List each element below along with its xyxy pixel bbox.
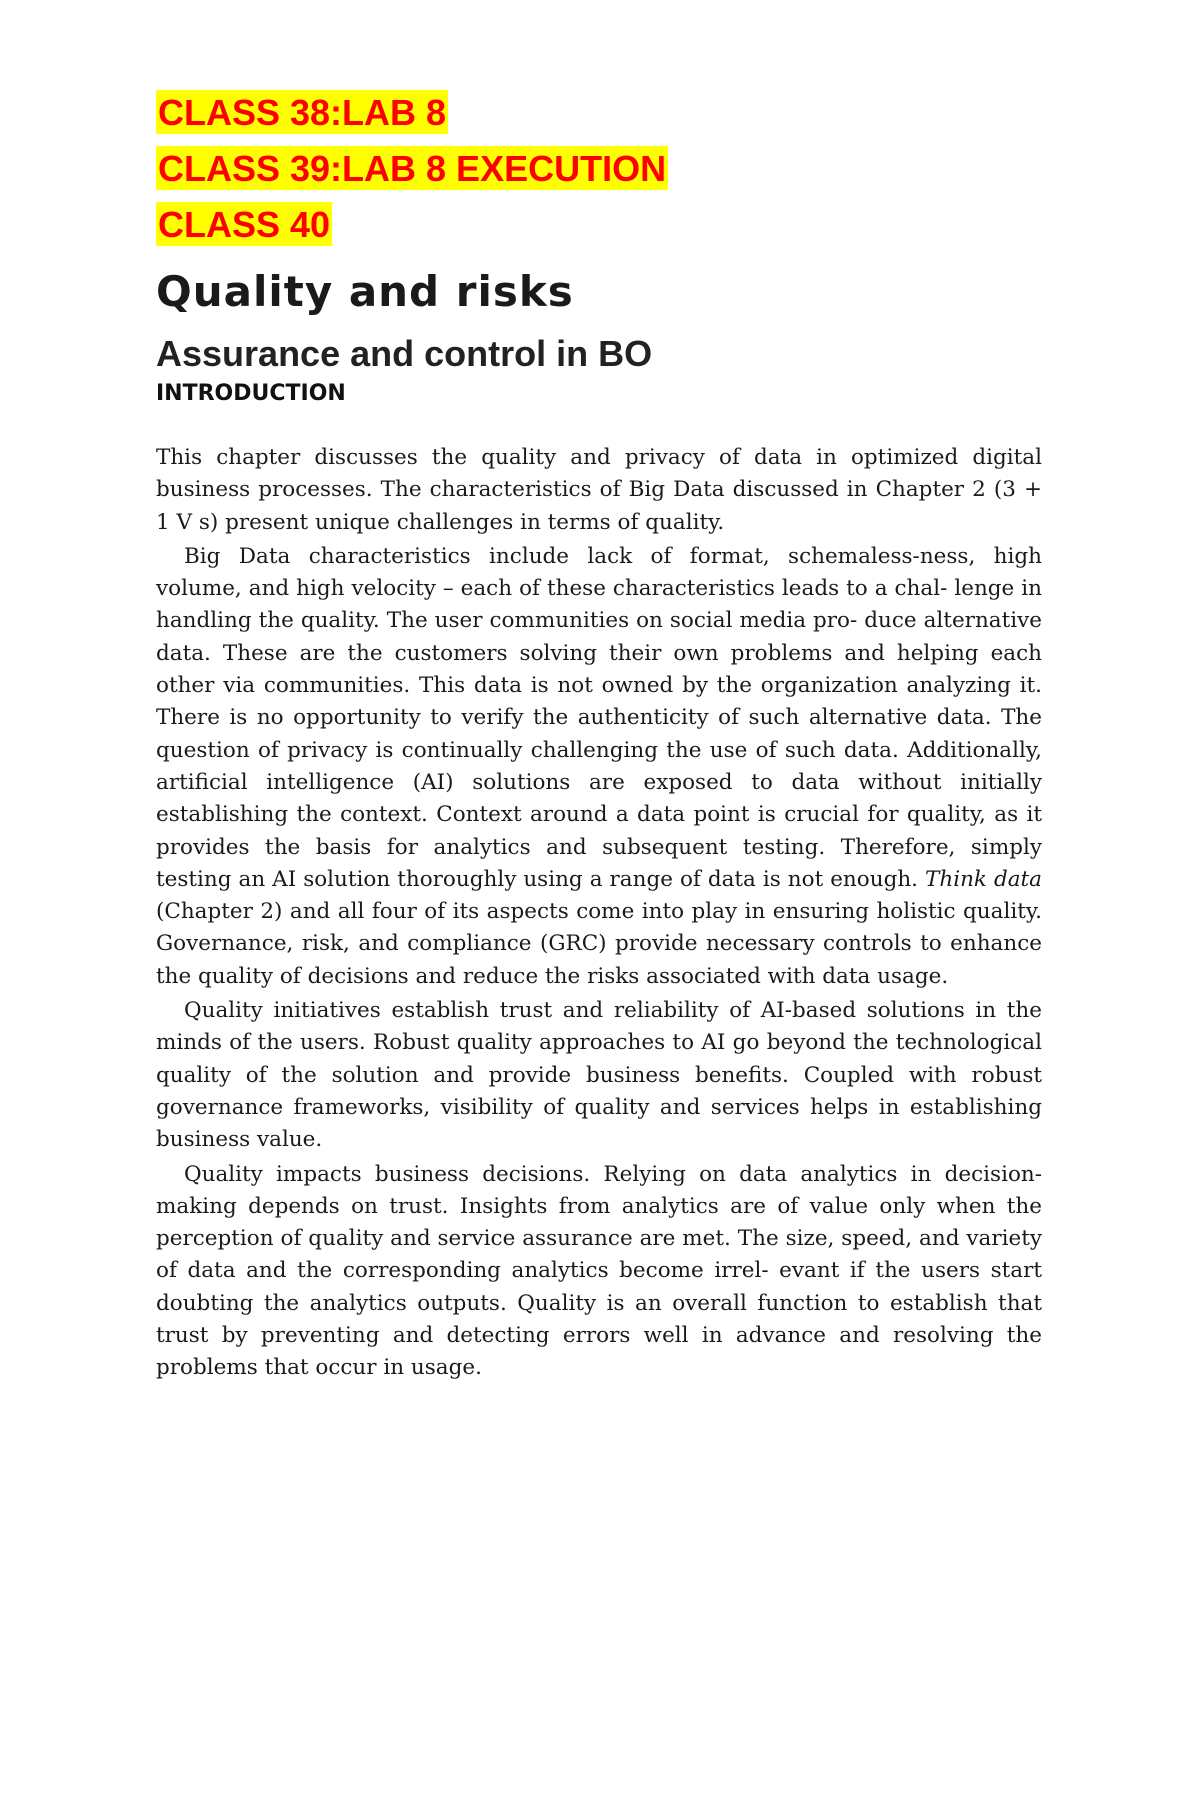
class-line-wrapper-3 bbox=[156, 202, 1042, 258]
paragraph-3: Quality initiatives establish trust and reliability of AI-based solutions in the minds of the users. Robust quality approaches to AI go beyond the technological quality of the solution and provide business benefits. Coupled with robust governance frameworks, visibility of quality and services helps in establishing business value. bbox=[156, 998, 1042, 1153]
class-39-label: CLASS 39:LAB 8 EXECUTION bbox=[158, 148, 667, 189]
paragraph-2 bbox=[156, 541, 1042, 993]
section-heading: INTRODUCTION bbox=[156, 381, 346, 406]
class-38-label: CLASS 38:LAB 8 bbox=[158, 92, 447, 133]
document-page bbox=[156, 90, 1042, 1385]
paragraph-2-part-2: (Chapter 2) and all four of its aspects come into play in ensuring holistic quality. Governance, risk, and compliance (GRC) provide necessary controls to enhance the quality of decisions and reduce the risks associated with data usage. bbox=[156, 899, 1042, 989]
class-line-wrapper-1 bbox=[156, 90, 1042, 146]
paragraph-2-part-1: Big Data characteristics include lack of format, schemaless-ness, high volume, and high velocity – each of these characteristics leads to a chal- lenge in handling the quality. The user communities on social media pro- duce alternative data. These are the customers solving their own problems and helping each other via communities. This data is not owned by the organization analyzing it. There is no opportunity to verify the authenticity of such alternative data. The question of privacy is continually challenging the use of such data. Additionally, artificial intelligence (AI) solutions are exposed to data without initially establishing the context. Context around a data point is crucial for quality, as it provides the basis for analytics and subsequent testing. Therefore, simply testing an AI solution thoroughly using a range of data is not enough. bbox=[156, 543, 1042, 892]
class-line-wrapper-2 bbox=[156, 146, 1042, 202]
paragraph-2-italic: Think data bbox=[925, 866, 1042, 892]
chapter-title: Quality and risks bbox=[156, 267, 574, 316]
class-40-label: CLASS 40 bbox=[158, 204, 331, 245]
paragraph-1: This chapter discusses the quality and privacy of data in optimized digital business processes. The characteristics of Big Data discussed in Chapter 2 (3 + 1 V s) present unique challenges in terms of quality. bbox=[156, 445, 1042, 535]
chapter-subtitle: Assurance and control in BO bbox=[156, 333, 653, 374]
paragraph-4: Quality impacts business decisions. Relying on data analytics in decision-making depends on trust. Insights from analytics are of value only when the perception of quality and service assurance are met. The size, speed, and variety of data and the corresponding analytics become irrel- evant if the users start doubting the analytics outputs. Quality is an overall function to establish that trust by preventing and detecting errors well in advance and resolving the problems that occur in usage. bbox=[156, 1161, 1042, 1381]
